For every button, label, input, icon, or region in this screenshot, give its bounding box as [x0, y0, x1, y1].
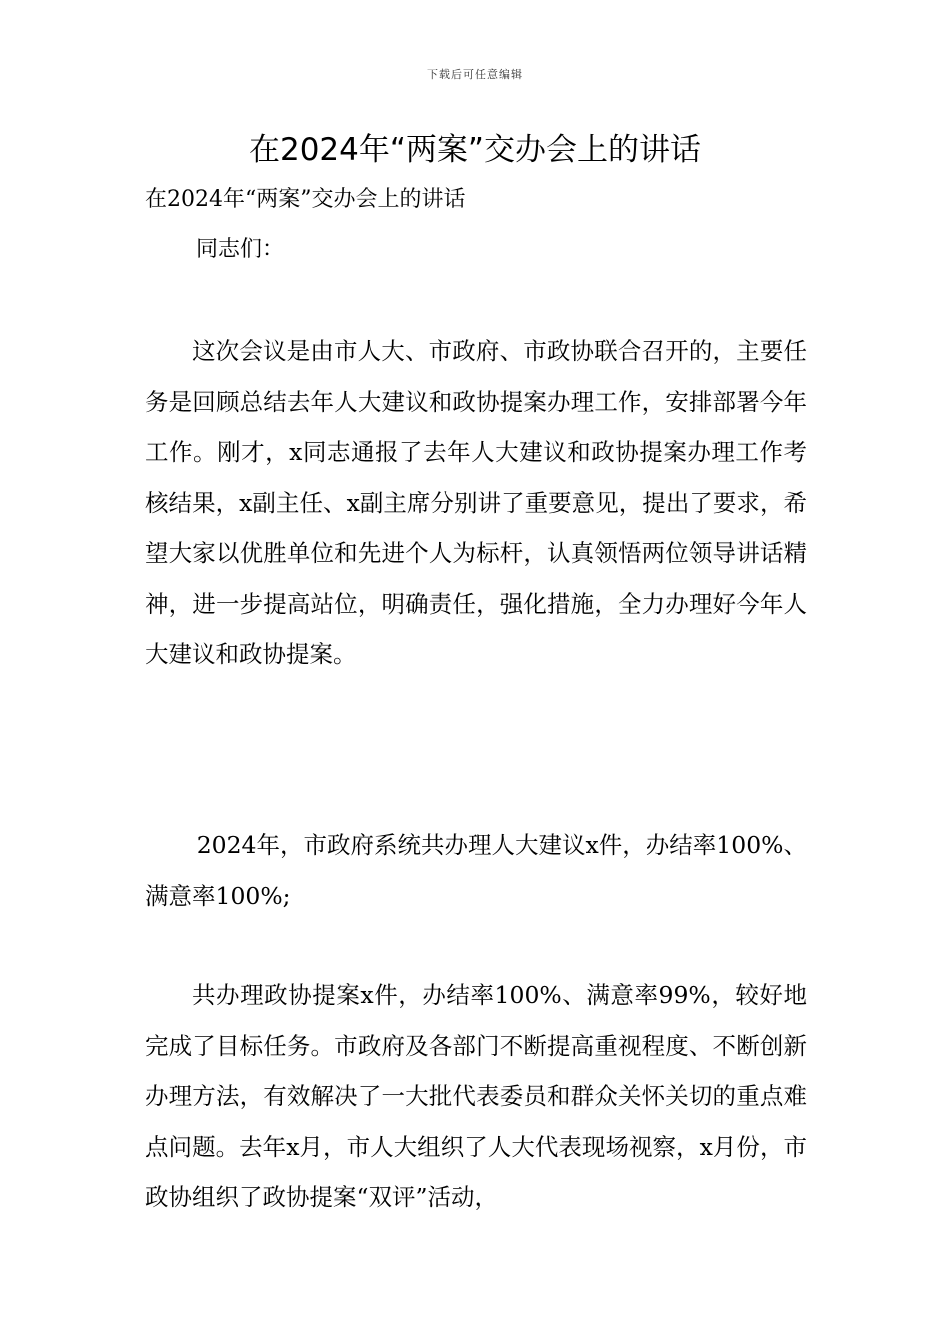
- body-paragraph-3: 共办理政协提案x件，办结率100%、满意率99%，较好地完成了目标任务。市政府及各部门不断提高重视程度、不断创新办理方法，有效解决了一大批代表委员和群众关怀关切的重点难点问题。去年x月，市人大组织了人大代表现场视察，x月份，市政协组织了政协提案“双评”活动，: [145, 981, 807, 1211]
- salutation: 同志们：: [196, 237, 285, 262]
- header-note: 下载后可任意编辑: [427, 68, 523, 81]
- body-paragraph-1: 这次会议是由市人大、市政府、市政协联合召开的，主要任务是回顾总结去年人大建议和政协提案办理工作，安排部署今年工作。刚才，x同志通报了去年人大建议和政协提案办理工作考核结果，x副主任、x副主席分别讲了重要意见，提出了要求，希望大家以优胜单位和先进个人为标杆，认真领悟两位领导讲话精神，进一步提高站位，明确责任，强化措施，全力办理好今年人大建议和政协提案。: [145, 337, 807, 668]
- document-title: 在2024年“两案”交办会上的讲话: [248, 132, 701, 168]
- body-paragraph-2: 2024年，市政府系统共办理人大建议x件，办结率100%、满意率100%;: [145, 831, 807, 910]
- document-subtitle: 在2024年“两案”交办会上的讲话: [145, 187, 466, 212]
